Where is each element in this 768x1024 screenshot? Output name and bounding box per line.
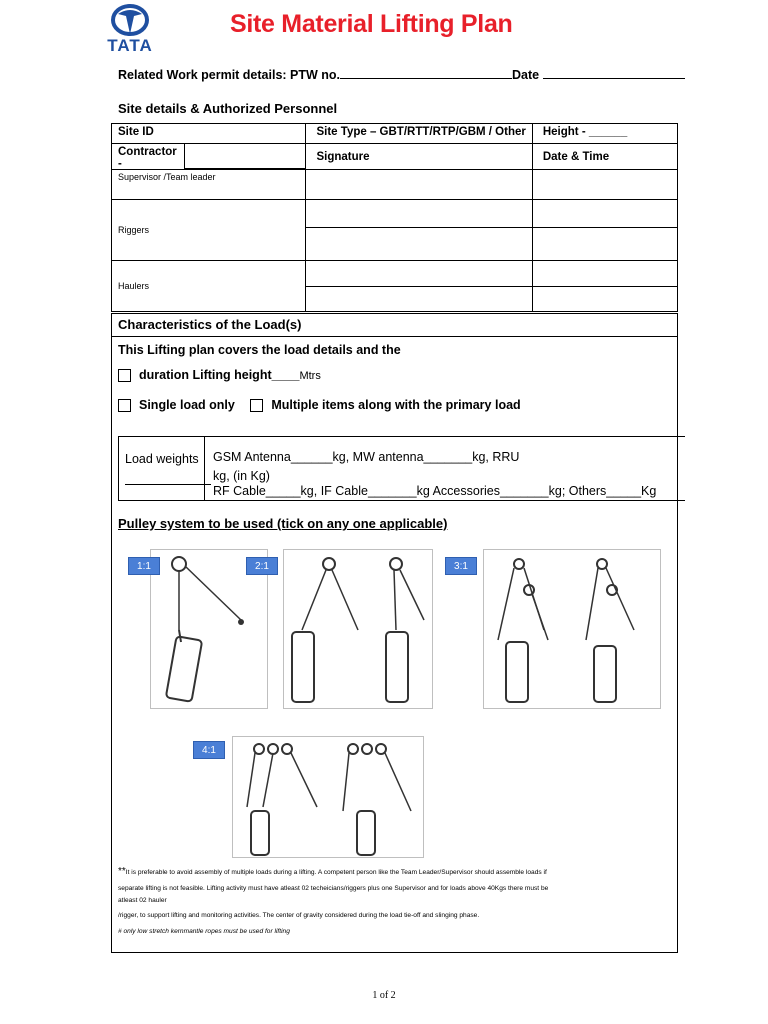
single-load-label: Single load only (139, 398, 235, 412)
pulley-label-3-1[interactable]: 3:1 (445, 557, 477, 575)
date-blank[interactable] (543, 67, 685, 79)
duration-label: duration Lifting height (139, 368, 272, 382)
weights-line-2: kg, (in Kg) (213, 469, 270, 483)
load-type-row (118, 398, 521, 412)
note-line-4: /rigger, to support lifting and monitoring activities. The center of gravity considered during the load tie-off and slinging phase. (118, 912, 480, 919)
load-weights-divider (204, 436, 205, 501)
page-title: Site Material Lifting Plan (230, 10, 513, 38)
rigger-signature-2[interactable] (306, 228, 532, 261)
mtrs-label: Mtrs (299, 370, 321, 382)
note-asterisks: ** (118, 866, 126, 877)
note-line-3: atleast 02 hauler (118, 897, 167, 904)
supervisor-signature[interactable] (306, 170, 532, 200)
rru-blank[interactable] (125, 484, 211, 485)
pulley-figure-3-1[interactable] (483, 549, 661, 709)
duration-checkbox[interactable] (118, 369, 131, 382)
hauler-datetime-1[interactable] (532, 261, 677, 287)
duration-row (118, 368, 321, 382)
permit-label: Related Work permit details: PTW no. (118, 68, 341, 82)
site-id-cell[interactable]: Site ID (112, 124, 306, 144)
pulley-label-2-1[interactable]: 2:1 (246, 557, 278, 575)
tata-emblem-icon (104, 4, 156, 38)
single-load-checkbox[interactable] (118, 399, 131, 412)
personnel-table (111, 123, 678, 312)
note-line-1 (118, 866, 547, 879)
pulley-figure-4-1[interactable] (232, 736, 424, 858)
multiple-load-checkbox[interactable] (250, 399, 263, 412)
note-line-1-text: It is preferable to avoid assembly of multiple loads during a lifting. A competent person like the Team Leader/Supervisor should assemble loads if (125, 869, 547, 876)
pulley-label-1-1[interactable]: 1:1 (128, 557, 160, 575)
covers-text: This Lifting plan covers the load details and the (118, 343, 401, 357)
height-cell[interactable]: Height - ______ (532, 124, 677, 144)
site-type-cell[interactable]: Site Type – GBT/RTT/RTP/GBM / Other (306, 124, 532, 144)
personnel-heading: Site details & Authorized Personnel (118, 101, 338, 116)
note-line-5: # only low stretch kernmantle ropes must be used for lifting (118, 928, 290, 935)
permit-line (118, 67, 685, 82)
load-heading: Characteristics of the Load(s) (118, 317, 302, 332)
haulers-label: Haulers (112, 261, 306, 312)
supervisor-label: Supervisor /Team leader (112, 170, 306, 200)
pulley-2-1-illustration-icon (284, 550, 434, 710)
weights-line-3[interactable]: RF Cable_____kg, IF Cable_______kg Accessories_______kg; Others_____Kg (213, 484, 657, 498)
height-blank[interactable]: ____ (271, 368, 300, 382)
datetime-header: Date & Time (532, 144, 677, 170)
rigger-signature-1[interactable] (306, 200, 532, 228)
contractor-label: Contractor - (118, 146, 177, 170)
rigger-datetime-2[interactable] (532, 228, 677, 261)
contractor-cell[interactable] (112, 144, 306, 170)
pulley-figure-2-1[interactable] (283, 549, 433, 709)
tata-logo (104, 4, 156, 54)
note-line-2: separate lifting is not feasible. Lifting activity must have atleast 02 techeicians/riggers plus one Supervisor and for loads above 40Kgs there must be (118, 885, 549, 892)
multiple-load-label: Multiple items along with the primary load (271, 398, 521, 412)
pulley-4-1-illustration-icon (233, 737, 425, 859)
hauler-signature-2[interactable] (306, 287, 532, 312)
load-weights-label: Load weights (125, 452, 199, 466)
weights-line-1[interactable]: GSM Antenna______kg, MW antenna_______kg, RRU (213, 450, 520, 464)
supervisor-datetime[interactable] (532, 170, 677, 200)
pulley-label-4-1[interactable]: 4:1 (193, 741, 225, 759)
riggers-label: Riggers (112, 200, 306, 261)
rigger-datetime-1[interactable] (532, 200, 677, 228)
date-label: Date (512, 68, 540, 82)
pulley-3-1-illustration-icon (484, 550, 662, 710)
contractor-field[interactable] (185, 144, 305, 169)
page-number: 1 of 2 (372, 990, 396, 1001)
logo-wordmark: TATA (107, 36, 153, 55)
hauler-datetime-2[interactable] (532, 287, 677, 312)
signature-header: Signature (306, 144, 532, 170)
hauler-signature-1[interactable] (306, 261, 532, 287)
pulley-heading: Pulley system to be used (tick on any one applicable) (118, 516, 448, 531)
permit-blank[interactable] (340, 67, 512, 79)
